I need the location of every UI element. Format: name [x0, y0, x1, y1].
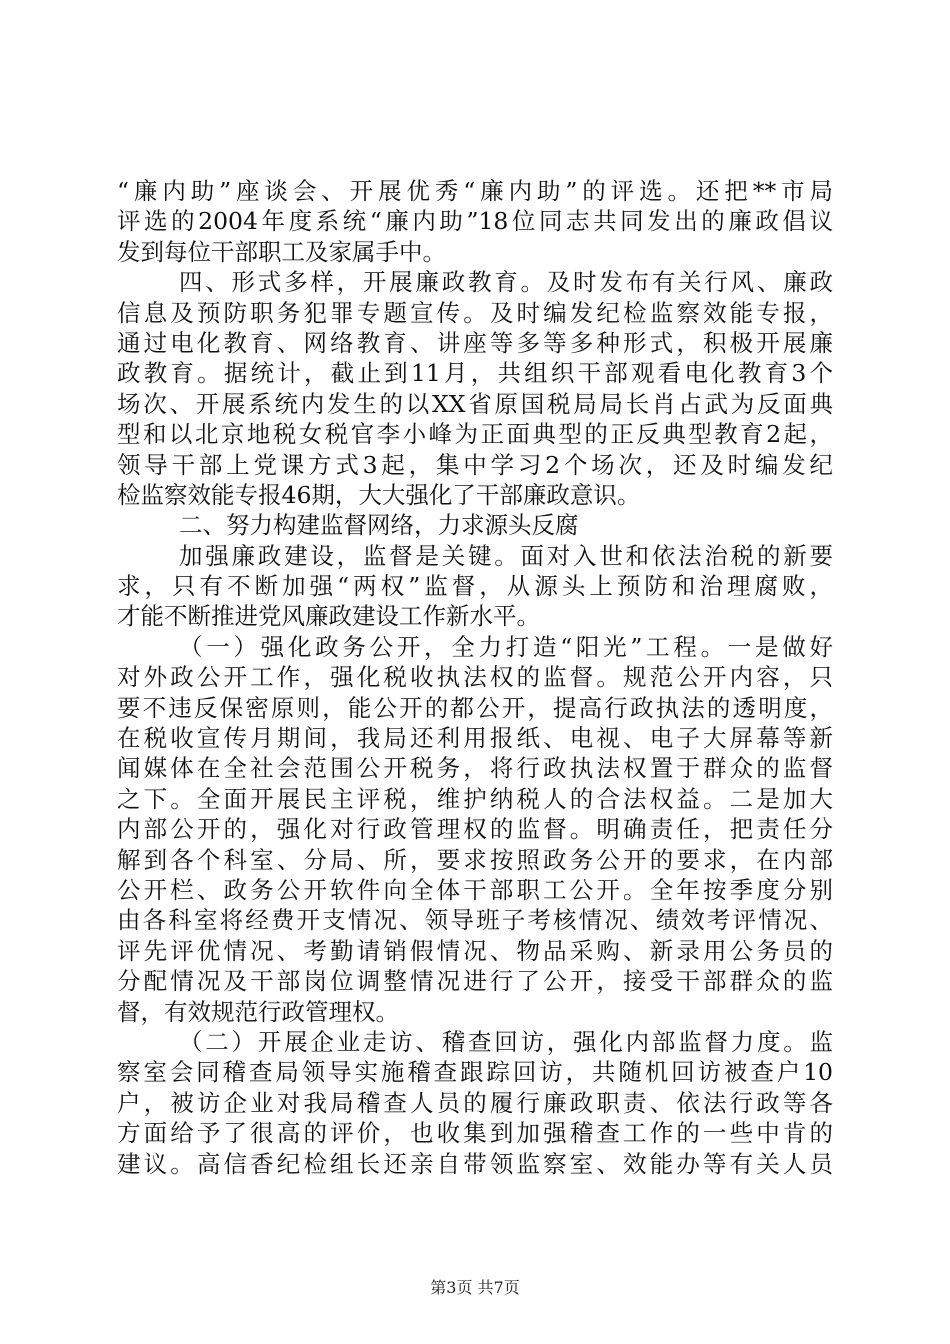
text-line: 建议。高信香纪检组长还亲自带领监察室、效能办等有关人员: [117, 1149, 833, 1178]
text-line: 督，有效规范行政管理权。: [117, 997, 399, 1026]
text-line: 检监察效能专报46期，大大强化了干部廉政意识。: [117, 480, 641, 509]
text-line: 之下。全面开展民主评税，维护纳税人的合法权益。二是加大: [117, 784, 833, 813]
text-line: “廉内助”座谈会、开展优秀“廉内助”的评选。还把**市局: [117, 177, 833, 205]
text-line: 内部公开的，强化对行政管理权的监督。明确责任，把责任分: [117, 815, 833, 844]
text-line: 分配情况及干部岗位调整情况进行了公开，接受干部群众的监: [117, 967, 833, 996]
text-line: 求，只有不断加强“两权”监督，从源头上预防和治理腐败，: [117, 572, 833, 601]
text-line: 才能不断推进党风廉政建设工作新水平。: [117, 602, 540, 631]
text-line: （一）强化政务公开，全力打造“阳光”工程。一是做好: [179, 632, 833, 661]
text-line: 型和以北京地税女税官李小峰为正面典型的正反典型教育2起，: [117, 420, 833, 449]
text-line: 要不违反保密原则，能公开的都公开，提高行政执法的透明度，: [117, 693, 833, 722]
text-line: 场次、开展系统内发生的以XX省原国税局局长肖占武为反面典: [117, 389, 833, 418]
text-line: 闻媒体在全社会范围公开税务，将行政执法权置于群众的监督: [117, 754, 833, 783]
text-line: 评先评优情况、考勤请销假情况、物品采购、新录用公务员的: [117, 936, 833, 965]
text-line: 政教育。据统计，截止到11月，共组织干部观看电化教育3个: [117, 359, 833, 388]
text-line: 加强廉政建设，监督是关键。面对入世和依法治税的新要: [179, 541, 833, 570]
page-footer: 第3页 共7页: [430, 1278, 520, 1297]
text-line: 在税收宣传月期间，我局还利用报纸、电视、电子大屏幕等新: [117, 724, 833, 753]
text-line: 评选的2004年度系统“廉内助”18位同志共同发出的廉政倡议: [117, 207, 833, 236]
text-line: 解到各个科室、分局、所，要求按照政务公开的要求，在内部: [117, 845, 833, 874]
text-line: 方面给予了很高的评价，也收集到加强稽查工作的一些中肯的: [117, 1119, 833, 1148]
text-line: 由各科室将经费开支情况、领导班子考核情况、绩效考评情况、: [117, 906, 833, 935]
text-line: 通过电化教育、网络教育、讲座等多等多种形式，积极开展廉: [117, 328, 833, 357]
text-line: 察室会同稽查局领导实施稽查跟踪回访，共随机回访被查户10: [117, 1058, 833, 1087]
text-line: 发到每位干部职工及家属手中。: [117, 237, 446, 266]
document-body: [117, 176, 833, 1179]
text-line: 信息及预防职务犯罪专题宣传。及时编发纪检监察效能专报，: [117, 298, 833, 327]
text-line: 领导干部上党课方式3起，集中学习2个场次，还及时编发纪: [117, 450, 833, 479]
text-line: （二）开展企业走访、稽查回访，强化内部监督力度。监: [179, 1027, 833, 1056]
text-line: 四、形式多样，开展廉政教育。及时发布有关行风、廉政: [179, 268, 833, 297]
text-line: 公开栏、政务公开软件向全体干部职工公开。全年按季度分别: [117, 875, 833, 904]
text-line: 户，被访企业对我局稽查人员的履行廉政职责、依法行政等各: [117, 1088, 833, 1117]
text-line: 对外政公开工作，强化税收执法权的监督。规范公开内容，只: [117, 663, 833, 692]
text-line: 二、努力构建监督网络，力求源头反腐: [179, 511, 579, 540]
